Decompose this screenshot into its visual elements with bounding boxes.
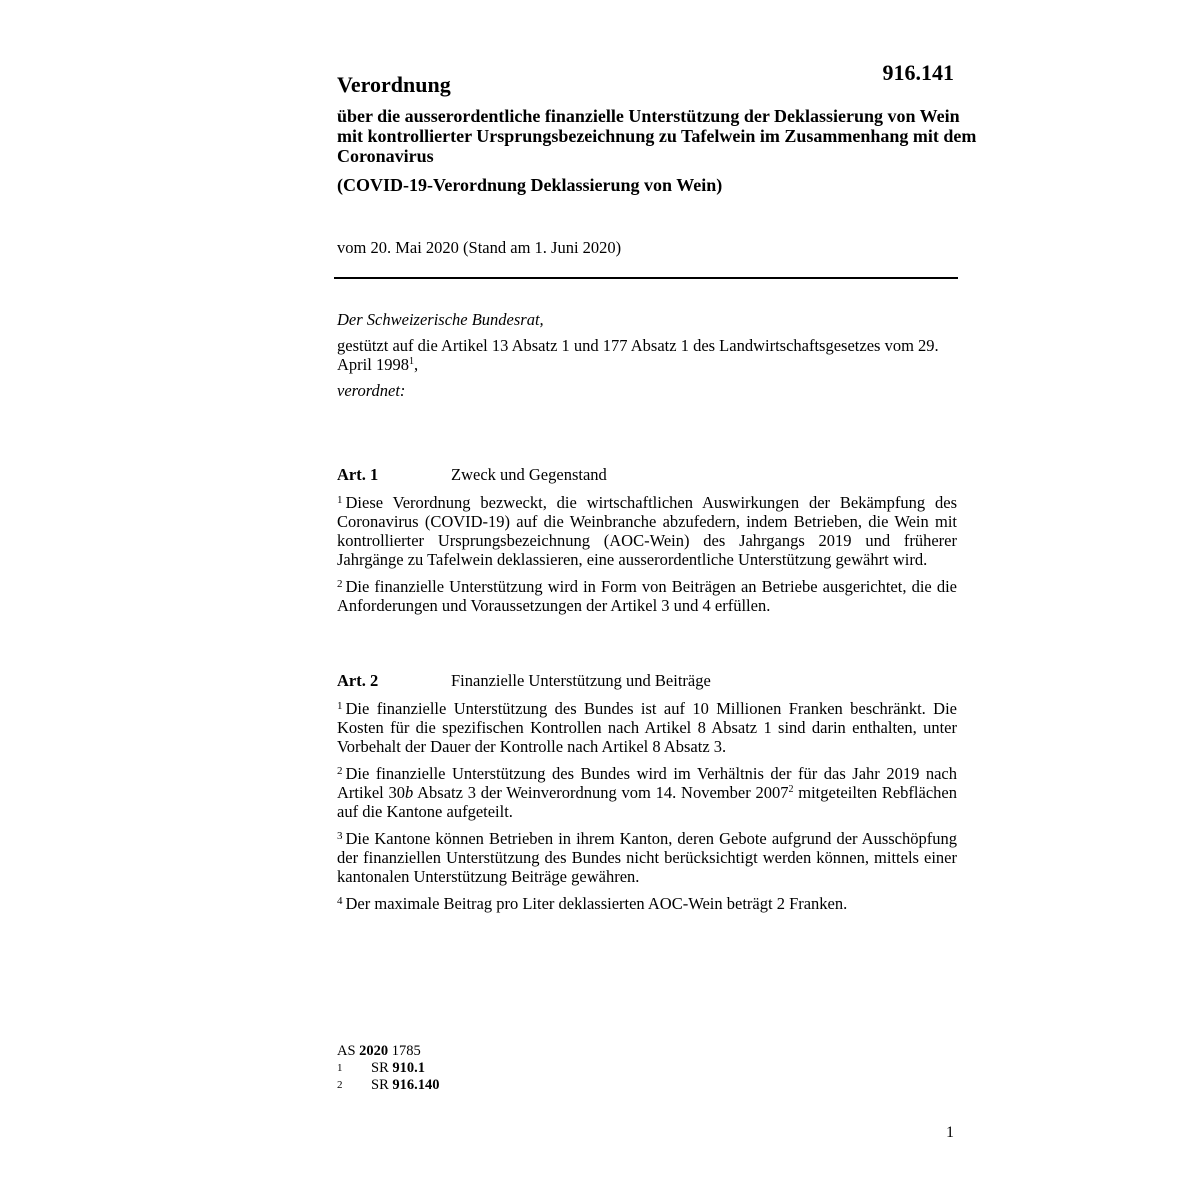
paragraph-text: Die Kantone können Betrieben in ihrem Kanton, deren Gebote aufgrund der Ausschöpfung der finanziellen Unterstützung des Bundes nicht berücksichtigt werden können, mittels einer kantonalen Unterstützung Beiträge gewähren. bbox=[337, 829, 957, 886]
article-heading bbox=[337, 671, 957, 691]
paragraph-text: Die finanzielle Unterstützung wird in Form von Beiträgen an Betriebe ausgerichtet, die die Anforderungen und Voraussetzungen der Artikel 3 und 4 erfüllen. bbox=[337, 577, 957, 615]
article-title: Finanzielle Unterstützung und Beiträge bbox=[451, 671, 711, 690]
paragraph-text: Diese Verordnung bezweckt, die wirtschaftlichen Auswirkungen der Bekämpfung des Coronavirus (COVID-19) auf die Weinbranche abzufedern, indem Betrieben, die Wein mit kontrollierter Ursprungsbezeichnung (AOC-Wein) des Jahrgangs 2019 und früherer Jahrgänge zu Tafelwein deklassieren, eine ausserordentliche Unterstützung gewährt wird. bbox=[337, 493, 957, 569]
article-title: Zweck und Gegenstand bbox=[451, 465, 607, 484]
as-prefix: AS bbox=[337, 1043, 356, 1059]
paragraph-text: Die finanzielle Unterstützung des Bundes wird im Verhältnis der für das Jahr 2019 nach Artikel 30 bbox=[337, 764, 957, 802]
preamble bbox=[337, 310, 957, 407]
footnote-ref[interactable]: 1 bbox=[408, 356, 414, 367]
footnote-mark: 1 bbox=[337, 1062, 343, 1074]
footnote-item bbox=[337, 1060, 737, 1077]
paragraph bbox=[337, 894, 957, 913]
preamble-decrees: verordnet: bbox=[337, 381, 406, 400]
paragraph-number: 1 bbox=[337, 494, 343, 506]
paragraph bbox=[337, 764, 957, 821]
paragraph-number: 2 bbox=[337, 765, 343, 777]
paragraph-number: 4 bbox=[337, 895, 343, 907]
article-2 bbox=[337, 671, 957, 921]
footnote-text bbox=[371, 1077, 440, 1094]
paragraph-text-italic: b bbox=[405, 783, 414, 802]
footnote-ref-number: 910.1 bbox=[392, 1060, 425, 1076]
paragraph bbox=[337, 829, 957, 886]
footnotes bbox=[337, 1043, 737, 1094]
as-year: 2020 bbox=[359, 1043, 389, 1059]
document-subtitle: über die ausserordentliche finanzielle Unterstützung der Deklassierung von Wein mit kontrollierter Ursprungsbezeichnung zu Tafelwein im Zusammenhang mit dem Coronavirus bbox=[337, 106, 977, 166]
preamble-basis-text: gestützt auf die Artikel 13 Absatz 1 und 177 Absatz 1 des Landwirtschaftsgesetzes vom 29. April 1998 bbox=[337, 336, 939, 374]
preamble-authority: Der Schweizerische Bundesrat, bbox=[337, 310, 544, 329]
paragraph-text: mitgeteilten Rebflächen auf die Kantone aufgeteilt. bbox=[337, 783, 957, 821]
paragraph-number: 1 bbox=[337, 700, 343, 712]
footnote-prefix: SR bbox=[371, 1077, 389, 1093]
article-number: Art. 1 bbox=[337, 465, 379, 484]
footnote-text bbox=[371, 1060, 425, 1077]
sr-number: 916.141 bbox=[882, 60, 954, 85]
paragraph-text: Absatz 3 der Weinverordnung vom 14. November 2007 bbox=[413, 783, 789, 802]
paragraph bbox=[337, 699, 957, 756]
header-divider bbox=[334, 277, 958, 279]
preamble-basis-end: , bbox=[413, 355, 419, 374]
paragraph-text: Die finanzielle Unterstützung des Bundes ist auf 10 Millionen Franken beschränkt. Die Kosten für die spezifischen Kontrollen nach Artikel 8 Absatz 1 sind darin enthalten, unter Vorbehalt der Dauer der Kontrolle nach Artikel 8 Absatz 3. bbox=[337, 699, 957, 756]
document-title: Verordnung bbox=[337, 72, 451, 97]
article-number: Art. 2 bbox=[337, 671, 379, 690]
paragraph-text: Der maximale Beitrag pro Liter deklassierten AOC-Wein beträgt 2 Franken. bbox=[345, 894, 848, 913]
page-number: 1 bbox=[946, 1124, 954, 1141]
as-reference bbox=[337, 1043, 737, 1060]
footnote-item bbox=[337, 1077, 737, 1094]
preamble-basis bbox=[337, 336, 957, 374]
footnote-ref[interactable]: 2 bbox=[788, 784, 794, 795]
document-date: vom 20. Mai 2020 (Stand am 1. Juni 2020) bbox=[337, 238, 622, 257]
article-1 bbox=[337, 465, 957, 623]
paragraph-number: 3 bbox=[337, 830, 343, 842]
footnote-prefix: SR bbox=[371, 1060, 389, 1076]
paragraph bbox=[337, 577, 957, 615]
article-heading bbox=[337, 465, 957, 485]
footnote-ref-number: 916.140 bbox=[392, 1077, 440, 1093]
as-page: 1785 bbox=[391, 1043, 421, 1059]
short-title: (COVID-19-Verordnung Deklassierung von Wein) bbox=[337, 175, 723, 195]
paragraph-number: 2 bbox=[337, 578, 343, 590]
paragraph bbox=[337, 493, 957, 569]
footnote-mark: 2 bbox=[337, 1079, 343, 1091]
